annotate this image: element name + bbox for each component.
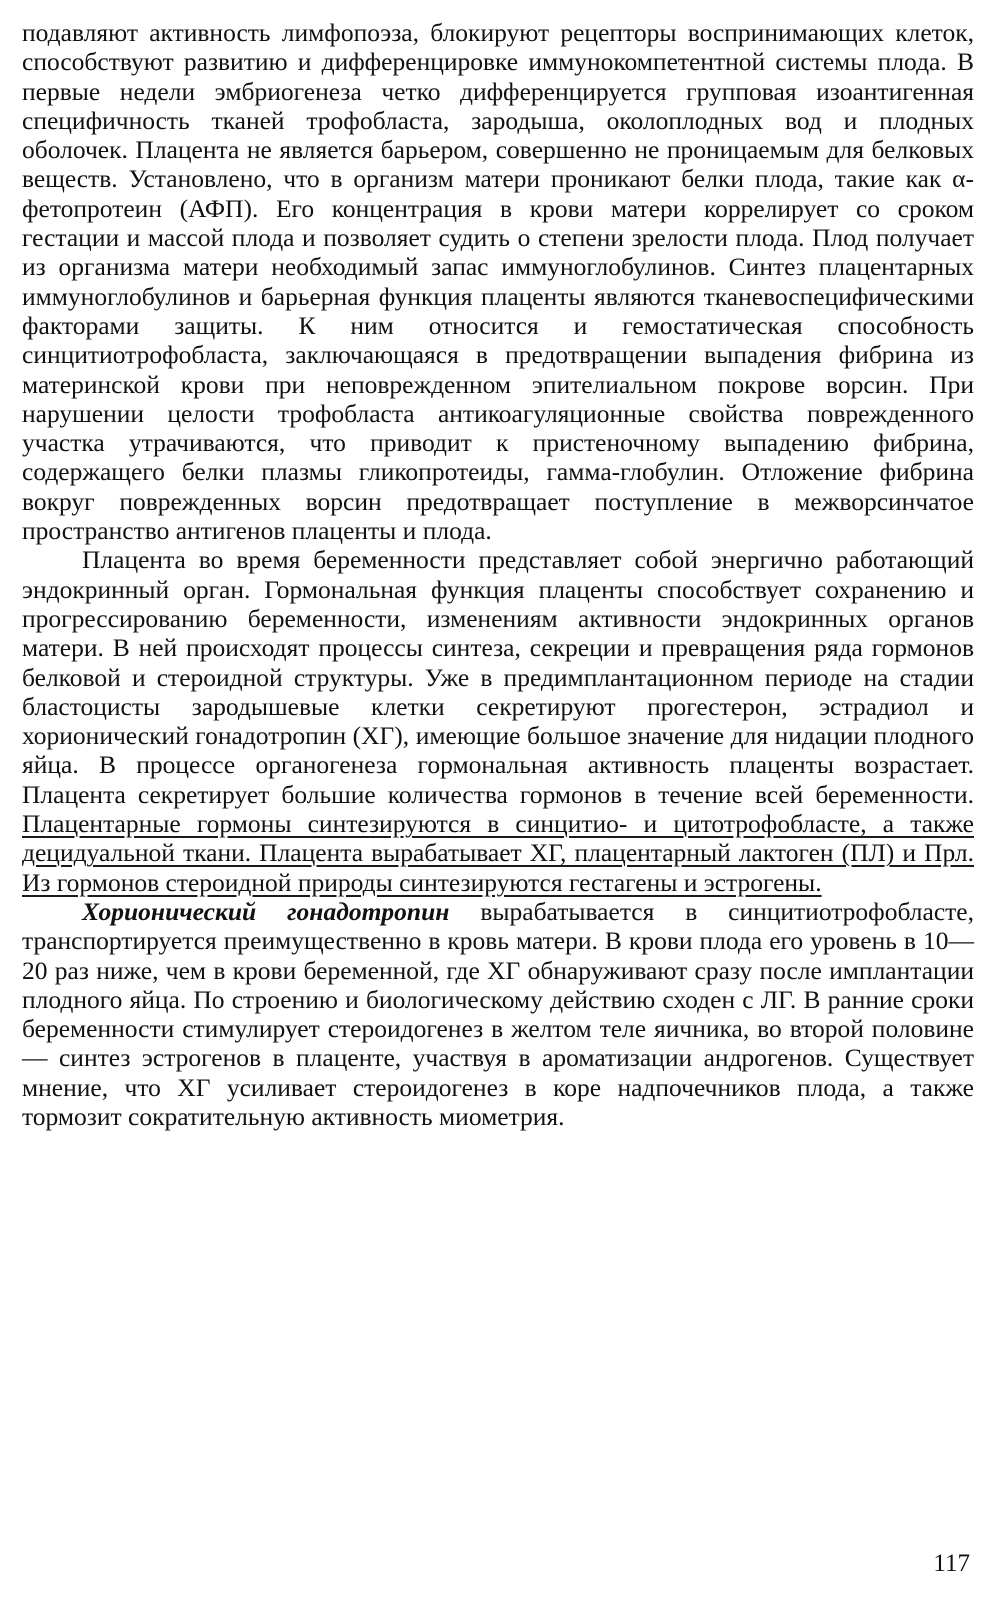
paragraph-hcg [22,897,974,1131]
handwritten-underline-passage: Плацентарные гормоны синтезируются в синцитио- и цитотрофобласте, а также децидуальной ткани. Плацента вырабатывает ХГ, плацентарный лактоген (ПЛ) и Прл. Из гормонов стероидной природы синтезируются гестагены и эстрогены. [22,809,974,897]
paragraph-hcg-text: вырабатывается в синцитиотрофобласте, транспортируется преимущественно в кровь матери. В крови плода его уровень в 10—20 раз ниже, чем в крови беременной, где ХГ обнаруживают сразу после имплантации плодного яйца. По строению и биологическому действию сходен с ЛГ. В ранние сроки беременности стимулирует стероидогенез в желтом теле яичника, во второй половине — синтез эстрогенов в плаценте, участвуя в ароматизации андрогенов. Существует мнение, что ХГ усиливает стероидогенез в коре надпочечников плода, а также тормозит сократительную активность миометрия. [22,896,974,1131]
term-chorionic-gonadotropin: Хорионический гонадотропин [82,896,450,926]
paragraph-endocrine [22,545,974,897]
paragraph-immunology [22,18,974,545]
paragraph-immunology-text: подавляют активность лимфопоэза, блокируют рецепторы воспринимающих клеток, способствуют развитию и дифференцировке иммунокомпетентной системы плода. В первые недели эмбриогенеза четко дифференцируется групповая изоантигенная специфичность тканей трофобласта, зародыша, околоплодных вод и плодных оболочек. Плацента не является барьером, совершенно не проницаемым для белковых веществ. Установлено, что в организм матери проникают белки плода, такие как α-фетопротеин (АФП). Его концентрация в крови матери коррелирует со сроком гестации и массой плода и позволяет судить о степени зрелости плода. Плод получает из организма матери необходимый запас иммуноглобулинов. Синтез плацентарных иммуноглобулинов и барьерная функция плаценты являются тканевоспецифическими факторами защиты. К ним относится и гемостатическая способность синцитиотрофобласта, заключающаяся в предотвращении выпадения фибрина из материнской крови при неповрежденном эпителиальном покрове ворсин. При нарушении целости трофобласта антикоагуляционные свойства поврежденного участка утрачиваются, что приводит к пристеночному выпадению фибрина, содержащего белки плазмы гликопротеиды, гамма-глобулин. Отложение фибрина вокруг поврежденных ворсин предотвращает поступление в межворсинчатое пространство антигенов плаценты и плода. [22,18,974,546]
paragraph-endocrine-text: Плацента во время беременности представляет собой энергично работающий эндокринный орган. Гормональная функция плаценты способствует сохранению и прогрессированию беременности, изменениям активности эндокринных органов матери. В ней происходят процессы синтеза, секреции и превращения ряда гормонов белковой и стероидной структуры. Уже в предимплантационном периоде на стадии бластоцисты зародышевые клетки секретируют прогестерон, эстрадиол и хорионический гонадотропин (ХГ), имеющие большое значение для нидации плодного яйца. В процессе органогенеза гормональная активность плаценты возрастает. Плацента секретирует большие количества гормонов в течение всей беременности. [22,545,974,809]
page-number: 117 [933,1550,970,1577]
book-page [22,18,974,1588]
